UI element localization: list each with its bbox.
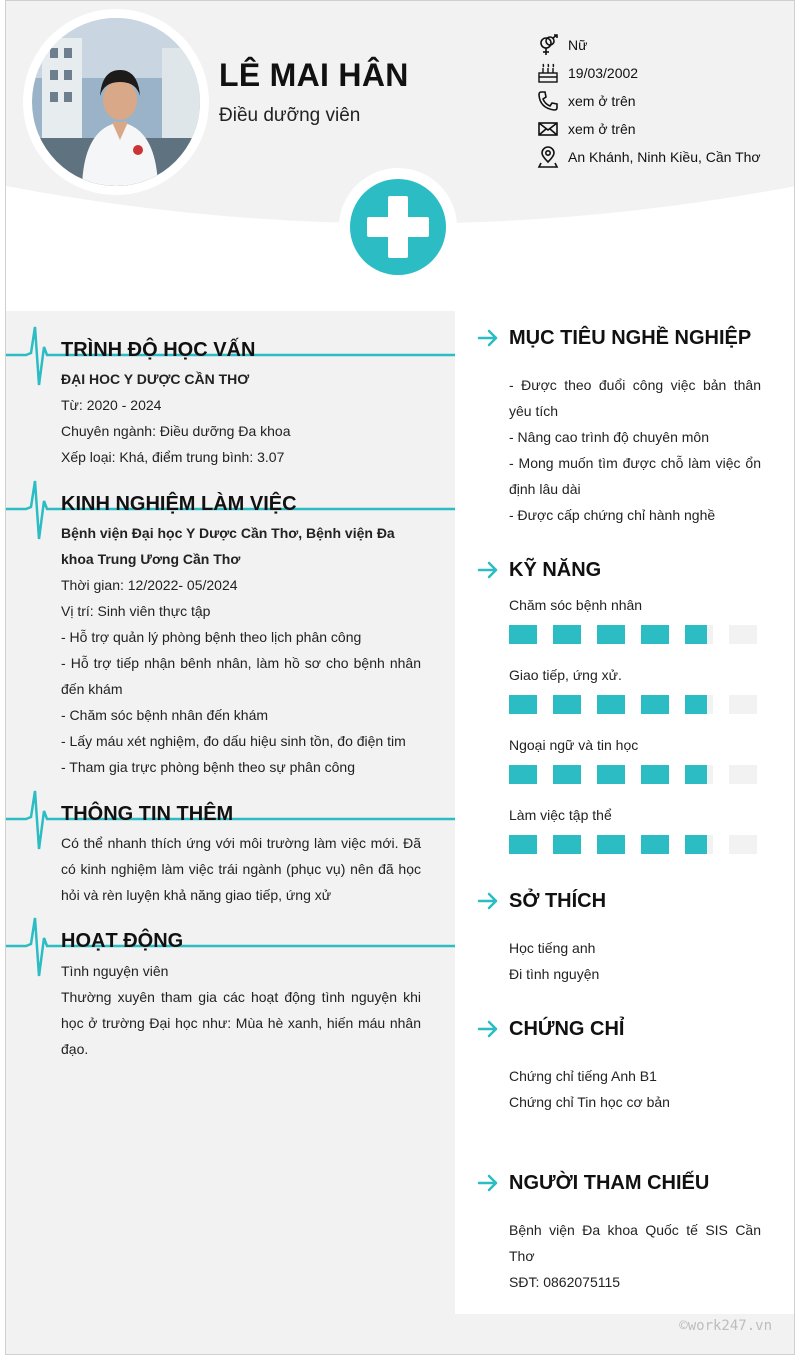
skill-segment-filled <box>685 625 707 644</box>
right-column <box>455 311 794 1314</box>
duty-item: - Hỗ trợ tiếp nhận bênh nhân, làm hồ sơ cho bệnh nhân đến khám <box>61 655 421 697</box>
education-grade: Xếp loại: Khá, điểm trung bình: 3.07 <box>61 449 285 465</box>
arrow-right-icon <box>477 892 499 910</box>
education-body <box>61 366 421 470</box>
skill-level-bar <box>509 835 757 854</box>
contact-gender <box>536 31 786 59</box>
skill-segment-filled <box>597 695 625 714</box>
skill-segment-empty <box>729 835 757 854</box>
skills-heading: KỸ NĂNG <box>509 558 602 581</box>
medical-cross-icon <box>350 179 446 275</box>
email-value: xem ở trên <box>568 121 636 137</box>
certificates-body <box>509 1063 761 1115</box>
watermark: ©work247.vn <box>679 1318 772 1334</box>
avatar-frame <box>23 9 209 195</box>
skill-segment-empty <box>729 695 757 714</box>
skill-level-bar <box>509 625 757 644</box>
skill-segment-filled <box>597 765 625 784</box>
skill-item <box>509 807 761 854</box>
envelope-icon <box>536 118 560 140</box>
reference-phone: SĐT: 0862075115 <box>509 1274 621 1290</box>
left-column <box>6 311 455 1355</box>
education-period: Từ: 2020 - 2024 <box>61 397 162 413</box>
phone-value: xem ở trên <box>568 93 636 109</box>
skills-section-header <box>477 555 601 585</box>
employer-name: Bệnh viện Đại học Y Dược Cần Thơ, Bệnh viện Đa khoa Trung Ương Cần Thơ <box>61 525 395 567</box>
objective-body <box>509 372 761 528</box>
activity-text: Thường xuyên tham gia các hoạt động tình nguyện khi học ở trường Đại học như: Mùa hè xanh, hiến máu nhân đạo. <box>61 989 421 1057</box>
certificates-heading: CHỨNG CHỈ <box>509 1017 625 1040</box>
candidate-name: LÊ MAI HÂN <box>219 57 409 93</box>
reference-org: Bệnh viện Đa khoa Quốc tế SIS Cần Thơ <box>509 1222 761 1264</box>
skill-segment-filled <box>597 625 625 644</box>
contact-phone <box>536 87 786 115</box>
references-section-header <box>477 1168 709 1198</box>
skill-segment-filled <box>509 765 537 784</box>
hobby-item: Học tiếng anh <box>509 940 596 956</box>
gender-icon <box>536 34 560 56</box>
gender-value: Nữ <box>568 37 588 53</box>
skill-segment-filled <box>641 695 669 714</box>
phone-icon <box>536 90 560 112</box>
medical-badge <box>339 168 457 286</box>
skill-segment-filled <box>553 765 581 784</box>
skill-level-bar <box>509 765 757 784</box>
job-title: Điều dưỡng viên <box>219 105 361 126</box>
hobbies-section-header <box>477 886 606 916</box>
skill-segment-filled <box>685 835 707 854</box>
avatar <box>32 18 200 186</box>
contact-birthday <box>536 59 786 87</box>
duty-item: - Hỗ trợ quản lý phòng bệnh theo lịch phân công <box>61 629 362 645</box>
skill-segment-filled <box>641 625 669 644</box>
objective-section-header <box>477 323 751 353</box>
birthday-cake-icon <box>536 62 560 84</box>
objective-heading: MỤC TIÊU NGHỀ NGHIỆP <box>509 326 752 349</box>
skill-segment-filled <box>685 765 707 784</box>
hobby-item: Đi tình nguyện <box>509 966 600 982</box>
objective-item: - Được theo đuổi công việc bản thân yêu tích <box>509 377 761 419</box>
skill-segment-filled <box>597 835 625 854</box>
duty-item: - Tham gia trực phòng bệnh theo sự phân công <box>61 759 356 775</box>
experience-position: Vị trí: Sinh viên thực tập <box>61 603 211 619</box>
arrow-right-icon <box>477 1174 499 1192</box>
objective-item: - Được cấp chứng chỉ hành nghề <box>509 507 716 523</box>
skill-item <box>509 737 761 784</box>
education-heading: TRÌNH ĐỘ HỌC VẤN <box>61 339 256 361</box>
experience-heading: KINH NGHIỆM LÀM VIỆC <box>61 493 297 515</box>
contact-address <box>536 143 786 171</box>
skill-name: Chăm sóc bệnh nhân <box>509 597 643 613</box>
experience-time: Thời gian: 12/2022- 05/2024 <box>61 577 238 593</box>
education-major: Chuyên ngành: Điều dưỡng Đa khoa <box>61 423 291 439</box>
duty-item: - Chăm sóc bệnh nhân đến khám <box>61 707 269 723</box>
activities-body <box>61 958 421 1062</box>
hobbies-body <box>509 935 761 987</box>
location-pin-icon <box>536 146 560 168</box>
address-value: An Khánh, Ninh Kiều, Cần Thơ <box>568 149 761 165</box>
certificates-section-header <box>477 1014 624 1044</box>
activity-title: Tình nguyện viên <box>61 963 169 979</box>
activities-heading: HOẠT ĐỘNG <box>61 930 184 952</box>
hobbies-heading: SỞ THÍCH <box>509 889 607 912</box>
arrow-right-icon <box>477 329 499 347</box>
school-name: ĐẠI HOC Y DƯỢC CẦN THƠ <box>61 371 250 387</box>
skill-name: Giao tiếp, ứng xử. <box>509 667 622 683</box>
skill-segment-filled <box>509 695 537 714</box>
skill-segment-filled <box>553 695 581 714</box>
skill-item <box>509 597 761 644</box>
experience-body <box>61 520 421 780</box>
contact-email <box>536 115 786 143</box>
skill-segment-filled <box>509 625 537 644</box>
skill-segment-filled <box>685 695 707 714</box>
skill-name: Ngoại ngữ và tin học <box>509 737 639 753</box>
extra-text: Có thể nhanh thích ứng với môi trường làm việc mới. Đã có kinh nghiệm làm việc trái ngành (phục vụ) nên đã học hỏi và rèn luyện khả năng giao tiếp, ứng xử <box>61 835 421 903</box>
extra-heading: THÔNG TIN THÊM <box>61 803 234 825</box>
objective-item: - Nâng cao trình độ chuyên môn <box>509 429 710 445</box>
skill-level-bar <box>509 695 757 714</box>
birthday-value: 19/03/2002 <box>568 65 639 81</box>
skill-segment-filled <box>641 835 669 854</box>
references-heading: NGƯỜI THAM CHIẾU <box>509 1171 710 1194</box>
contact-list <box>536 31 786 171</box>
skill-name: Làm việc tập thể <box>509 807 612 823</box>
skill-segment-filled <box>553 835 581 854</box>
skill-segment-empty <box>729 765 757 784</box>
arrow-right-icon <box>477 561 499 579</box>
certificate-item: Chứng chỉ Tin học cơ bản <box>509 1094 670 1110</box>
cv-page <box>5 0 795 1355</box>
skill-segment-filled <box>509 835 537 854</box>
skill-segment-filled <box>641 765 669 784</box>
skill-segment-empty <box>729 625 757 644</box>
arrow-right-icon <box>477 1020 499 1038</box>
skill-item <box>509 667 761 714</box>
objective-item: - Mong muốn tìm được chỗ làm việc ổn định lâu dài <box>509 455 761 497</box>
references-body <box>509 1217 761 1295</box>
duty-item: - Lấy máu xét nghiệm, đo dấu hiệu sinh tồn, đo điện tim <box>61 733 406 749</box>
certificate-item: Chứng chỉ tiếng Anh B1 <box>509 1068 657 1084</box>
skill-segment-filled <box>553 625 581 644</box>
